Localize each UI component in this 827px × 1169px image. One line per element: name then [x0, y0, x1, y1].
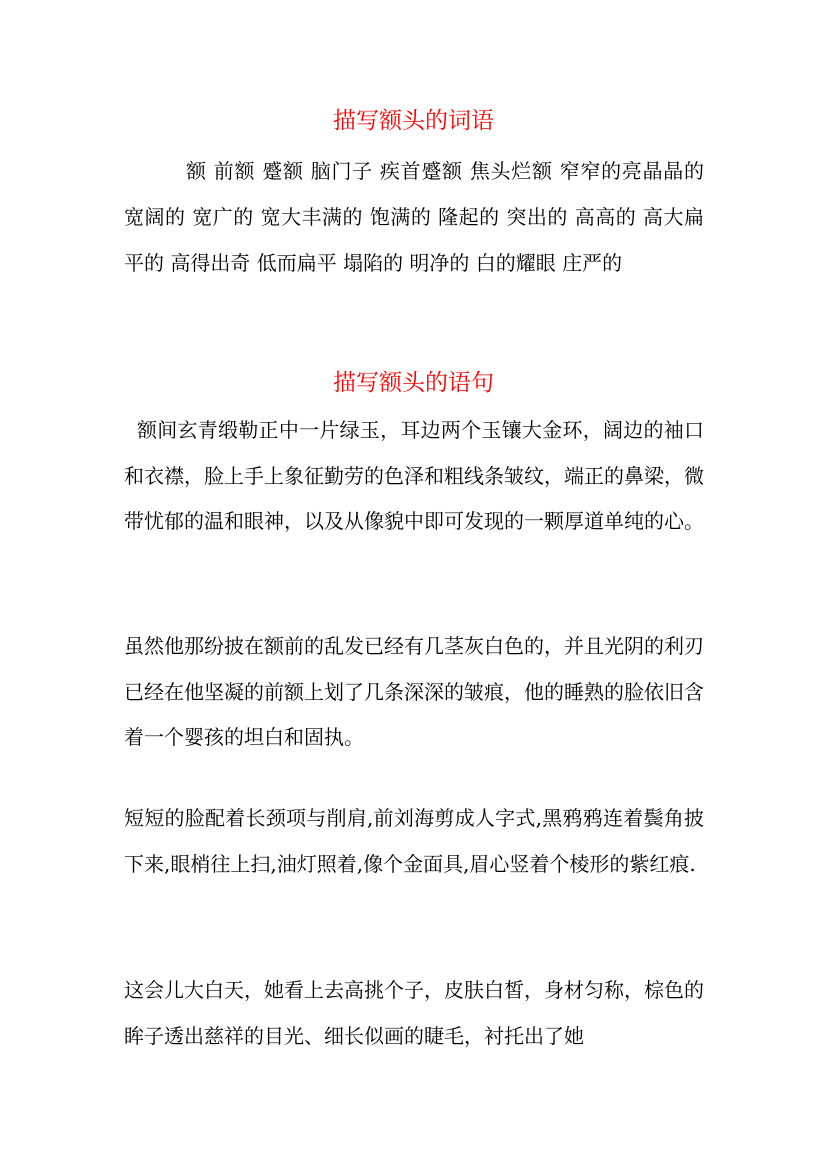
- sentence-paragraph-1: 额间玄青缎勒正中一片绿玉，耳边两个玉镶大金环，阔边的袖口和衣襟，脸上手上象征勤劳的色泽和粗线条皱纹，端正的鼻梁，微带忧郁的温和眼神，以及从像貌中即可发现的一颗厚道单纯的心。: [124, 418, 704, 533]
- sentence-paragraph-2: 虽然他那纷披在额前的乱发已经有几茎灰白色的，并且光阴的利刃已经在他坚凝的前额上划了几条深深的皱痕，他的睡熟的脸依旧含着一个婴孩的坦白和固执。: [124, 634, 704, 749]
- heading-words: 描写额头的词语: [333, 108, 494, 134]
- sentence-paragraph-4: 这会儿大白天，她看上去高挑个子，皮肤白皙，身材匀称，棕色的眸子透出慈祥的目光、细长似画的睫毛，衬托出了她: [124, 978, 704, 1048]
- heading-sentences: 描写额头的语句: [333, 370, 494, 396]
- sentence-paragraph-3: 短短的脸配着长颈项与削肩,前刘海剪成人字式,黑鸦鸦连着鬓角披下来,眼梢往上扫,油灯照着,像个金面具,眉心竖着个棱形的紫红痕.: [124, 806, 704, 876]
- word-list-paragraph: 额 前额 蹙额 脑门子 疾首蹙额 焦头烂额 窄窄的亮晶晶的 宽阔的 宽广的 宽大丰满的 饱满的 隆起的 突出的 高高的 高大扁平的 高得出奇 低而扁平 塌陷的 明净的 白的耀眼 庄严的: [124, 159, 704, 275]
